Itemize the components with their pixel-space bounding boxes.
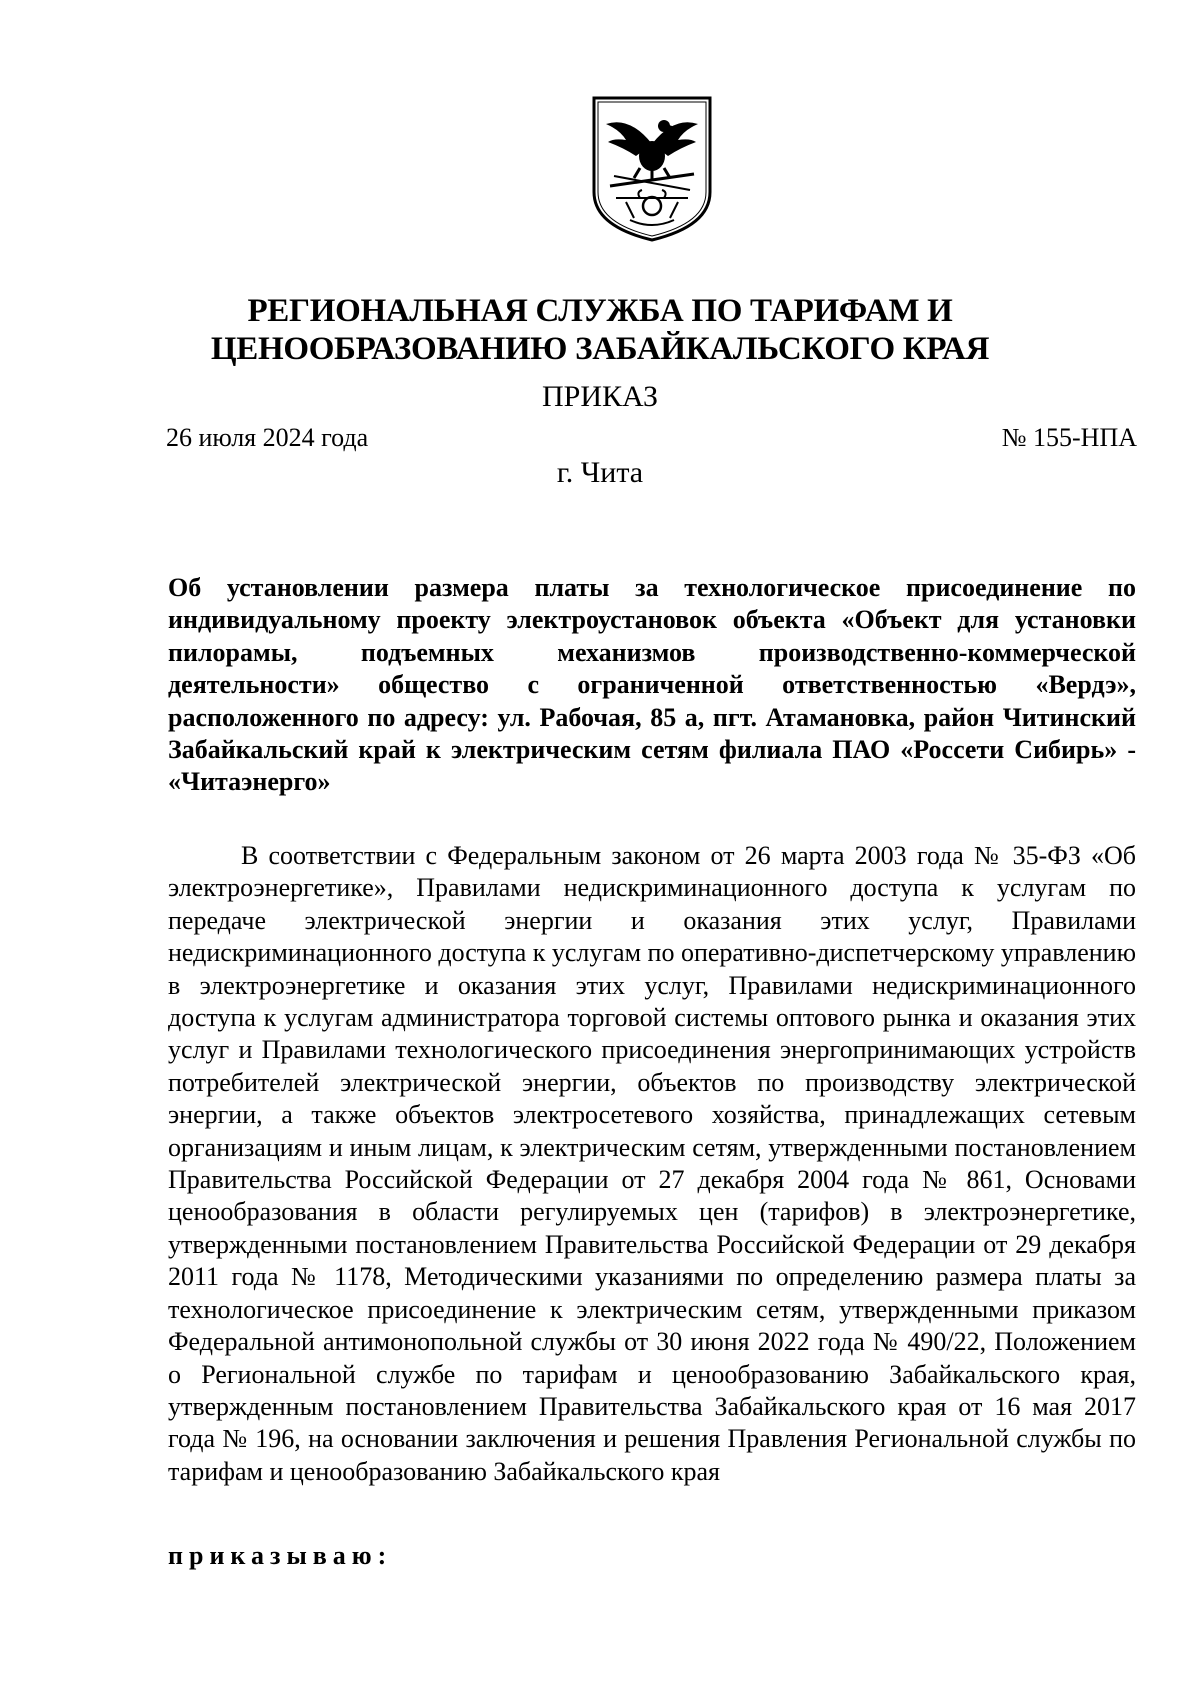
decree-word: приказываю: [168,1541,393,1570]
order-heading: ПРИКАЗ [542,380,658,413]
order-date: 26 июля 2024 года [166,423,369,452]
document-title: Об установлении размера платы за технологическое присоединение по индивидуальному проекту электроустановок объекта «Объект для установки пилорамы, подъемных механизмов производственно-коммерческой деятельности» общество с ограниченной ответственностью «Вердэ», расположенного по адресу: ул. Рабочая, 85 а, пгт. Атамановка, район Читинский Забайкальский край к электрическим сетям филиала ПАО «Россети Сибирь» - «Читаэнерго» [168,573,1136,797]
order-number: № 155-НПА [1001,423,1137,452]
organization-name: РЕГИОНАЛЬНАЯ СЛУЖБА ПО ТАРИФАМ И ЦЕНООБРАЗОВАНИЮ ЗАБАЙКАЛЬСКОГО КРАЯ [210,293,990,367]
body-paragraph: В соответствии с Федеральным законом от 26 марта 2003 года № 35-ФЗ «Об электроэнергетике», Правилами недискриминационного доступа к услугам по передаче электрической энергии и оказания этих услуг, Правилами недискриминационного доступа к услугам по оперативно-диспетчерскому управлению в электроэнергетике и оказания этих услуг, Правилами недискриминационного доступа к услугам администратора торговой системы оптового рынка и оказания этих услуг и Правилами технологического присоединения энергопринимающих устройств потребителей электрической энергии, объектов по производству электрической энергии, а также объектов электросетевого хозяйства, принадлежащих сетевым организациям и иным лицам, к электрическим сетям, утвержденными постановлением Правительства Российской Федерации от 27 декабря 2004 года № 861, Основами ценообразования в области регулируемых цен (тарифов) в электроэнергетике, утвержденными постановлением Правительства Российской Федерации от 29 декабря 2011 года № 1178, Методическими указаниями по определению размера платы за технологическое присоединение к электрическим сетям, утвержденными приказом Федеральной антимонопольной службы от 30 июня 2022 года № 490/22, Положением о Региональной службе по тарифам и ценообразованию Забайкальского края, утвержденным постановлением Правительства Забайкальского края от 16 мая 2017 года № 196, на основании заключения и решения Правления Региональной службы по тарифам и ценообразованию Забайкальского края [168,841,1136,1486]
coat-of-arms-icon [590,94,714,244]
order-city: г. Чита [556,456,644,489]
